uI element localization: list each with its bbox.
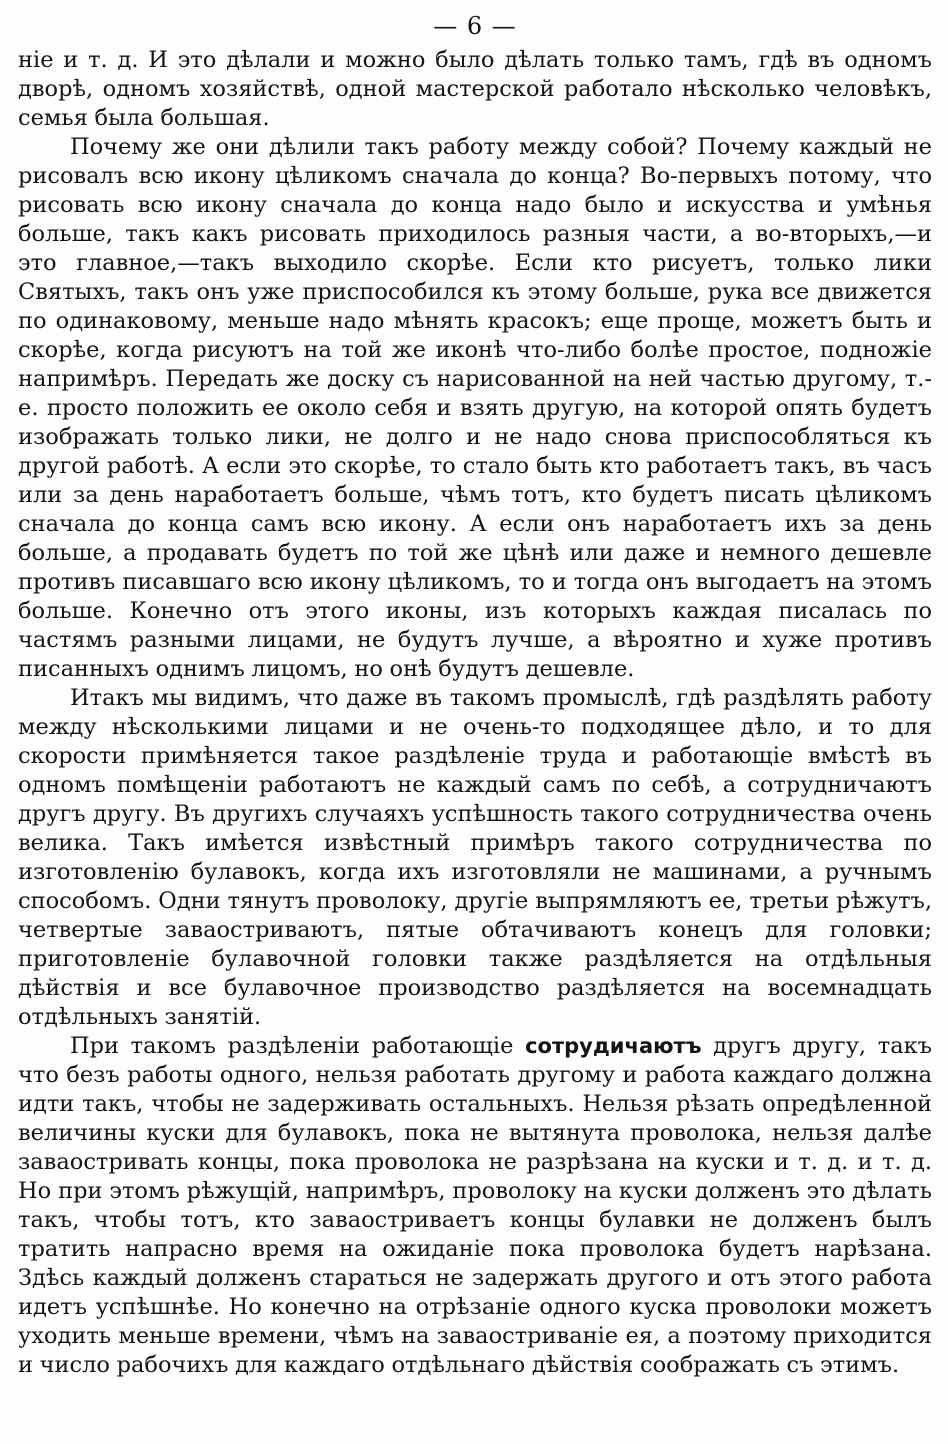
paragraph-continuation: ніе и т. д. И это дѣлали и можно было дѣлать только тамъ, гдѣ въ одномъ дворѣ, одномъ хозяйствѣ, одной мастерской работало нѣсколько человѣкъ, семья была большая. (18, 47, 932, 131)
paragraph-pin-example: Итакъ мы видимъ, что даже въ такомъ промыслѣ, гдѣ раздѣлять работу между нѣсколькими лицами и не очень-то подходящее дѣло, и то для скорости примѣняется такое раздѣленіе труда и работающіе вмѣстѣ въ одномъ помѣщеніи работаютъ не каждый самъ по себѣ, а сотрудничаютъ другъ другу. Въ другихъ случаяхъ успѣшность такого сотрудничества очень велика. Такъ имѣется извѣстный примѣръ такого сотрудничества по изготовленію булавокъ, когда ихъ изготовляли не машинами, а ручнымъ способомъ. Одни тянутъ проволоку, другіе выпрямляютъ ее, третьи рѣжутъ, четвертые заваостриваютъ, пятые обтачиваютъ конецъ для головки; приготовленіе булавочной головки также раздѣляется на отдѣльныя дѣйствія и все булавочное производство раздѣляется на восемнадцать отдѣльныхъ занятій. (18, 685, 932, 1030)
paragraph-text-after: другъ другу, такъ что безъ работы одного, нельзя работать другому и работа каждаго должна идти такъ, чтобы не задерживать остальныхъ. Нельзя рѣзать опредѣленной величины куски для булавокъ, пока не вытянута проволока, нельзя далѣе заваостривать концы, пока проволока не разрѣзана на куски и т. д. и т. д. Но при этомъ рѣжущій, напримѣръ, проволоку на куски долженъ это дѣлать такъ, чтобы тотъ, кто заваостриваетъ концы булавки не долженъ былъ тратить напрасно время на ожиданіе пока проволока будетъ нарѣзана. Здѣсь каждый долженъ стараться не задержать другого и отъ этого работа идетъ успѣшнѣе. Но конечно на отрѣзаніе одного куска проволоки можетъ уходить меньше времени, чѣмъ на заваостриваніе ея, а поэтому приходится и число рабочихъ для каждаго отдѣльнаго дѣйствія соображать съ этимъ. (18, 1033, 932, 1378)
paragraph-cooperation (18, 1032, 932, 1380)
paragraph-text-before: При такомъ раздѣленіи работающіе (70, 1033, 526, 1059)
page-number: — 6 — (433, 12, 517, 40)
emphasized-word: сотрудичаютъ (525, 1034, 702, 1058)
paragraph-icon-division: Почему же они дѣлили такъ работу между собой? Почему каждый не рисовалъ всю икону цѣликомъ сначала до конца? Во-первыхъ потому, что рисовать всю икону сначала до конца надо было и искусства и умѣнья больше, такъ какъ рисовать приходилось разныя части, а во-вторыхъ,—и это главное,—такъ выходило скорѣе. Если кто рисуетъ, только лики Святыхъ, такъ онъ уже приспособился къ этому больше, рука все движется по одинаковому, меньше надо мѣнять красокъ; еще проще, можетъ быть и скорѣе, когда рисуютъ на той же иконѣ что-либо болѣе простое, подножіе напримѣръ. Передать же доску съ нарисованной на ней частью другому, т.-е. просто положить ее около себя и взять другую, на которой опять будетъ изображать только лики, не долго и не надо снова приспособляться къ другой работѣ. А если это скорѣе, то стало быть кто работаетъ такъ, въ часъ или за день наработаетъ больше, чѣмъ тотъ, кто будетъ писать цѣликомъ сначала до конца самъ всю икону. А если онъ наработаетъ ихъ за день больше, а продавать будетъ по той же цѣнѣ или даже и немного дешевле противъ писавшаго всю икону цѣликомъ, то и тогда онъ выгодаетъ на этомъ больше. Конечно отъ этого иконы, изъ которыхъ каждая писалась по частямъ разными лицами, не будутъ лучше, а вѣроятно и хуже противъ писанныхъ однимъ лицомъ, но онѣ будутъ дешевле. (18, 134, 932, 682)
